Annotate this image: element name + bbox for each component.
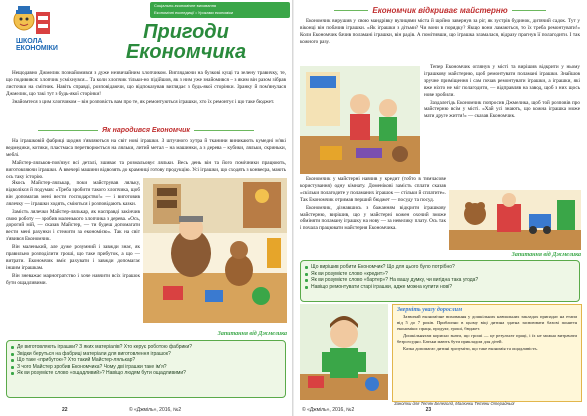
body-paragraph: Економчик, дізнавшись з бажанням відкрити іграшкову майстерню, вирішив, що у майстерні кожен охочий зможе обміняти поламану іграшку на нову — за невелику плату. Ось так і почала працювати майстерня Економчика. <box>300 204 446 232</box>
logo-text: ШКОЛА ЕКОНОМІКИ <box>16 38 58 52</box>
question-item: Як ви розумієте слово «ощадливий»? Навіщо людям бути ощадливими? <box>11 370 281 377</box>
right-page <box>294 0 587 416</box>
section-heading: Економчик відкриває майстерню <box>372 6 508 15</box>
header-bar-line: Соціально-економічне виховання <box>154 3 217 8</box>
body-right-col <box>424 64 580 192</box>
intro-text <box>6 70 286 107</box>
note-paragraph: Дошкільнятам корисно знати, що гроші — це результат праці, і їх не можна витрачати безрозсудно. Батьки мають бути прикладом для дітей. <box>397 333 577 344</box>
body-top-right <box>300 18 580 62</box>
page-title <box>86 22 286 62</box>
note-for-adults <box>392 304 582 402</box>
body-paragraph: Замість лялечки Майстер-лялькар, як насправді закінчив свою роботу — зробив маленького хлопчика з дерева. «Ось, дорогий мій, — сказав Майстер, — ти будеш допомагати вести мені рахунки і стежити за економією». Так на світ з'явився Економчик. <box>6 208 140 243</box>
authors-credit: Занотки для Тетян Белеголд, Малюнки Тетяни Отерадньої <box>394 401 515 406</box>
divider <box>38 130 98 131</box>
magazine-logo <box>6 4 66 56</box>
workshop-illustration <box>143 178 287 323</box>
page-number: 23 <box>425 407 432 413</box>
questions-label: Запитання від Джмелика <box>511 252 581 258</box>
toy-workshop-image <box>143 178 287 323</box>
body-paragraph: Заздалегідь Економчик попросив Джмелика, щоб той розповів про майстерню всім у місті. «Хай усі знають, що кожна іграшка може мати друге життя!» — сказав Економчик. <box>424 99 580 120</box>
title-line: Економчика <box>125 41 247 63</box>
question-item: З чого Майстер зробив Економчика? Чому дві іграшки таке ім'я? <box>11 364 281 371</box>
intro-paragraph: Нещодавно Джмелик познайомився з дуже незвичайним хлопчиком. Виглядаючи на бузкові кущі та зелену травичку, те, що подивився: хлопчик усміхнувся... Та коли хлопчик тільки-но підійшов, як з ним уже знайомився – з яким він разом зібрав листочки на смітник. Навіть справді, розповідаючи, що відпоказував виглядає з будь-якої сторінки. Зранку й пом'янулася Джмелик, що такі тут з будь-якої сторінки! <box>6 70 286 97</box>
body-paragraph: На іграшковій фабриці щодня з'являються на світ нові іграшки. З штучного хутра й тканини виникають кумедні м'які ведмедики, котики, пластмаса перетворюється на ляльки, литий метал – на машинки, а з дерева – кубики, ляльки, скриньки, меблі. <box>6 138 286 158</box>
body-paragraph: Він зневажає марнотратство і хоче навчити всіх іграшок бути ощадливими. <box>6 272 140 286</box>
note-text <box>393 314 581 352</box>
page-footer-left <box>62 407 181 413</box>
page-number: 22 <box>62 407 68 413</box>
page-footer-right <box>302 407 431 413</box>
footer-copyright: © «Джміль», 2016, №2 <box>302 407 355 413</box>
footer-copyright: © «Джміль», 2016, №2 <box>128 407 182 413</box>
question-item: Що вирішив робити Економчик? Що для цього було потрібно? <box>305 264 575 271</box>
body-paragraph: Майстер-ляльков-пов'язує всі деталі, зшиває та розмальовує ляльки. Весь день він та його помічники працюють, виготовляючи іграшки. А ввечері машини відвозять до крамниці готову продукцію. Усі іграшки, що сходять з конвеєра, мають ось таку історію. <box>6 159 286 180</box>
body-column <box>6 180 140 335</box>
note-paragraph: Казка допомагає дитині зрозуміти, що таке економія та ощадливість. <box>403 346 538 351</box>
left-page <box>0 0 293 416</box>
kids-image <box>300 66 420 174</box>
body-paragraph: Тепер Економчик оглянув у місті та вирішив відкрити у ньому іграшкову майстерню, щоб ремонтувати поламані іграшки. Знайшов зручне приміщення і сам почав ремонтувати іграшки, а іграшки, які вже ніхто не міг полагодити, — відправляв на завод, щоб з них щось нове зробили. <box>424 64 580 98</box>
header-category-bar <box>150 2 290 18</box>
title-line: Пригоди <box>143 21 229 43</box>
toys-illustration <box>449 190 581 250</box>
header-bar-line: Економічні експедиції • Уроками економіки <box>154 10 234 15</box>
questions-list <box>301 261 579 293</box>
question-item: Де виготовляють іграшки? З яких матеріалів? Хто керує роботою фабрики? <box>11 344 281 351</box>
divider <box>512 10 546 11</box>
body-mid-left <box>300 176 446 238</box>
section-title-left <box>6 127 286 134</box>
questions-list <box>7 341 285 380</box>
intro-paragraph: Знайомтеся з цим хлопчиком – він розповість вам про те, як ремонтуються іграшки, хто їх ремонтує і що таке бюджет. <box>12 98 275 105</box>
note-paragraph: Зазвичай економічне виховання у дошкільних навчальних закладах припадає на етапи від 5 до 7 років. Приблизно в цьому віці дитина здатна засвоювати базові поняття економіки: праця, продукт, гроші, бюджет. <box>397 314 577 331</box>
question-item: Навіщо ремонтувати старі іграшки, адже можна купити нові? <box>305 284 575 291</box>
body-paragraph: Він маленький, але дуже розумний і завжди знає, як правильно розподілити гроші, що таке прибуток, а що — витрати. Економчик вміє рахувати і завжди допомагає іншим іграшкам. <box>6 244 140 271</box>
section-heading: Як народився Економчик <box>102 127 190 134</box>
divider <box>334 10 368 11</box>
section-title-right <box>298 6 582 15</box>
body-paragraph: Якось Майстер-лялькар, поки майстрував ляльку, відволікся й подумав: «Треба зробити такого хлопчика, щоб він допомагав мені вести господарство!» — і виготовив лялечку — іграшки ходять, сміються і розповідають казки. <box>6 180 140 207</box>
note-title: Зверніть увагу дорослим <box>397 307 463 313</box>
boy-illustration <box>300 304 388 400</box>
question-item: Як ви розумієте слово «бартер»? На вашу думку, чи вигідна така угода? <box>305 277 575 284</box>
question-item: Звідки беруться на фабриці матеріали для виготовлення іграшок? <box>11 351 281 358</box>
body-paragraph: Економчик вирушив у свою мандрівку вулицями міста й щойно завернув за ріг, як зустрів будинок, дитячий садок. Тут у віконці він побачив іграшки. «Як іграшки з дітьми? Чи вони в порядку? Якщо вони ламаються, то їх треба ремонтувати!» Коли Економчик бачив поламані іграшки, він радів. А помітивши, що іграшка зламалася, відразу прагнув її полагодити. І так кожного разу. <box>300 18 580 45</box>
questions-box <box>300 260 580 302</box>
divider <box>194 130 254 131</box>
question-item: Як ви розумієте слово «кредит»? <box>305 271 575 278</box>
body-top <box>6 138 286 178</box>
kids-illustration <box>300 66 420 174</box>
questions-box <box>6 340 286 398</box>
questions-label: Запитання від Джмелика <box>217 331 287 337</box>
toys-image <box>449 190 581 250</box>
boy-image <box>300 304 388 400</box>
body-paragraph: Економчик у майстерні навчив у кредит (тобто в тимчасове користування) одну кімнату. Доменікові замість сплати сказав «скільки полагодите у поламаних іграшок — стільки й сплатите». Так Економчик отримав перший бюджет — посуду та посуд. <box>300 176 446 203</box>
question-item: Що таке «прибуток»? Хто такий Майстер-лялькар? <box>11 357 281 364</box>
